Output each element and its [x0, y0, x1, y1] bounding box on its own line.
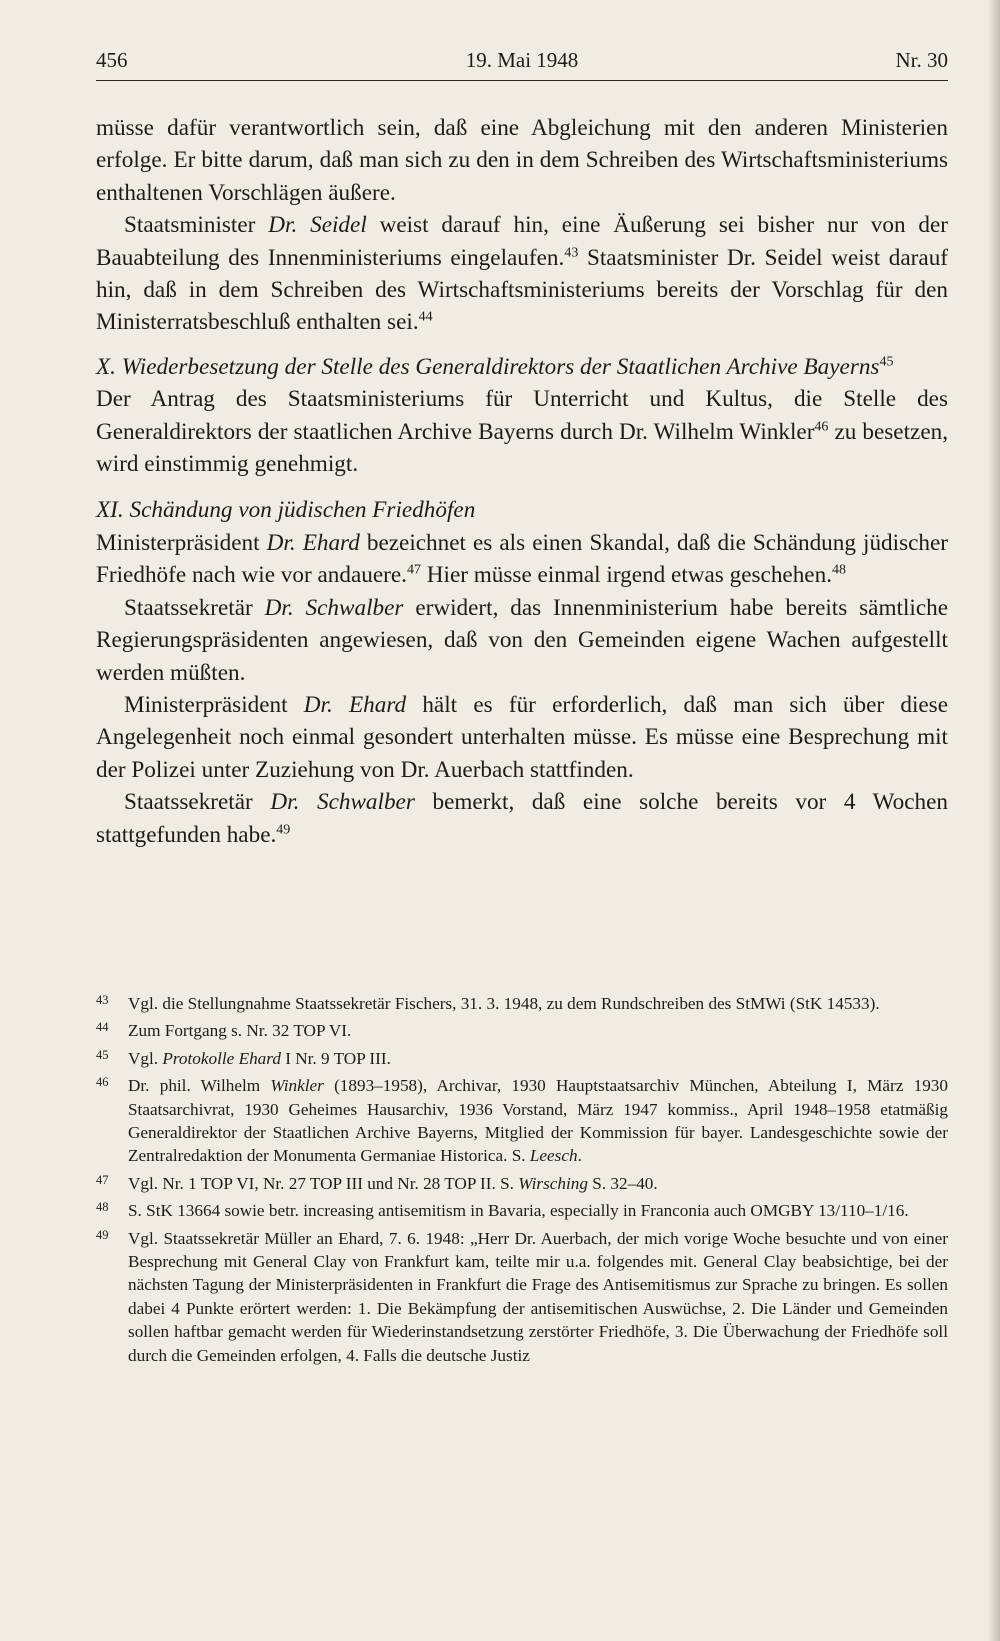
footnote-number: 44: [96, 1020, 109, 1035]
paragraph: Staatssekretär Dr. Schwalber erwidert, das Innenministerium habe bereits sämtliche Regierungspräsidenten angewiesen, daß von den Gemeinden eigene Wachen aufgestellt werden müßten.: [96, 594, 949, 686]
footnote-ref[interactable]: 47: [406, 562, 421, 578]
paragraph: Ministerpräsident Dr. Ehard bezeichnet es als einen Skandal, daß die Schändung jüdischer Friedhöfe nach wie vor andauere.$^{47}$ Hier müsse einmal irgend etwas geschehen.$^{48}$: [96, 529, 948, 589]
document-number: Nr. 30: [895, 48, 948, 72]
person-name: Seidel: [310, 212, 367, 239]
section-heading-xi: XI. Schändung von jüdischen Friedhöfen: [96, 497, 476, 524]
footnote-ref[interactable]: 45: [879, 354, 894, 370]
header-date: 19. Mai 1948: [465, 48, 579, 72]
footnote-ref[interactable]: 49: [276, 821, 291, 837]
footnote: 43 Vgl. die Stellungnahme Staatssekretär Fischers, 31. 3. 1948, zu dem Rundschreiben des StMWi (StK 14533).: [96, 992, 948, 1015]
footnote: 46 Dr. phil. Wilhelm Winkler (1893–1958), Archivar, 1930 Hauptstaatsarchiv München, Abteilung I, März 1930 Staatsarchivrat, 1930 Geheimes Hausarchiv, 1936 Vorstand, März 1947 kommiss., April 1948–1958 etatmäßig Generaldirektor der Staatlichen Archive Bayerns, Mitglied der Kommission für bayer. Landesgeschichte sowie der Zentralredaktion der Monumenta Germaniae Historica. S. Leesch.: [96, 1074, 948, 1168]
footnote-ref[interactable]: 46: [814, 418, 829, 434]
footnote: 47 Vgl. Nr. 1 TOP VI, Nr. 27 TOP III und Nr. 28 TOP II. S. Wirsching S. 32–40.: [96, 1172, 948, 1195]
footnote-number: 48: [96, 1200, 109, 1215]
paragraph: müsse dafür verantwortlich sein, daß eine Abgleichung mit den anderen Ministerien erfolge. Er bitte darum, daß man sich zu den in dem Schreiben des Wirtschaftsministeriums enthaltenen Vorschlägen äußere.: [96, 115, 948, 206]
paragraph: Staatsminister Dr. Seidel weist darauf hin, eine Äußerung sei bisher nur von der Bauabteilung des Innenministeriums eingelaufen.$^{43}$ Staatsminister Dr. Seidel weist darauf hin, daß in dem Schreiben des Wirtschaftsministeriums bereits der Vorschlag für den Ministerratsbeschluß enthalten sei.$^{44}$: [96, 212, 949, 336]
footnote: 48 S. StK 13664 sowie betr. increasing antisemitism in Bavaria, especially in Franconia auch OMGBY 13/110–1/16.: [96, 1199, 948, 1222]
person-name: Schwalber: [305, 594, 404, 621]
footnote: 45 Vgl. Protokolle Ehard I Nr. 9 TOP III.: [96, 1047, 948, 1070]
footnote-number: 47: [96, 1172, 109, 1187]
footnote-number: 49: [96, 1227, 109, 1242]
footnote: 44 Zum Fortgang s. Nr. 32 TOP VI.: [96, 1019, 948, 1042]
footnote-ref[interactable]: 48: [832, 562, 846, 578]
footnote-number: 46: [96, 1075, 109, 1090]
paragraph: Der Antrag des Staatsministeriums für Unterricht und Kultus, die Stelle des Generaldirektors der staatlichen Archive Bayerns durch Dr. Wilhelm Winkler$^{46}$ zu besetzen, wird einstimmig genehmigt.: [96, 386, 948, 478]
footnote-number: 43: [96, 993, 109, 1007]
footnote: 49 Vgl. Staatssekretär Müller an Ehard, 7. 6. 1948: „Herr Dr. Auerbach, der mich vorige Woche besuchte und von einer Besprechung mit General Clay von Frankfurt kam, teilte mir u.a. folgendes mit. General Clay beabsichtige, bei der nächsten Tagung der Ministerpräsidenten in Frankfurt die Frage des Antisemitismus zur Sprache zu bringen. Es sollen dabei 4 Punkte erörtert werden: 1. Die Bekämpfung der antisemitischen Auswüchse, 2. Die Länder und Gemeinden sollen haftbar gemacht werden für Wiederinstandsetzung zerstörter Friedhöfe, 3. Die Überwachung der Friedhöfe soll durch die Gemeinden erfolgen, 4. Falls die deutsche Justiz: [96, 1227, 948, 1367]
person-name: Schwalber: [316, 789, 415, 816]
footnote-ref[interactable]: 44: [418, 309, 433, 325]
paragraph: Staatssekretär Dr. Schwalber bemerkt, daß eine solche bereits vor 4 Wochen stattgefunden habe.$^{49}$: [96, 789, 949, 848]
footnote-ref[interactable]: 43: [564, 244, 579, 260]
running-head: [96, 46, 948, 81]
footnote-number: 45: [96, 1047, 109, 1062]
main-text: [96, 112, 948, 851]
footnotes: [96, 992, 948, 1371]
paragraph: Ministerpräsident Dr. Ehard hält es für erforderlich, daß man sich über diese Angelegenheit noch einmal gesondert unterhalten müsse. Es müsse eine Besprechung mit der Polizei unter Zuziehung von Dr. Auerbach stattfinden.: [96, 691, 948, 783]
person-name: Ehard: [349, 691, 407, 718]
page-edge-shadow: [988, 0, 1000, 1641]
person-name: Ehard: [302, 529, 360, 556]
section-heading-x: X. Wiederbesetzung der Stelle des Generaldirektors der Staatlichen Archive Bayerns$^{45}$: [96, 353, 894, 380]
page-number: 456: [96, 48, 128, 72]
